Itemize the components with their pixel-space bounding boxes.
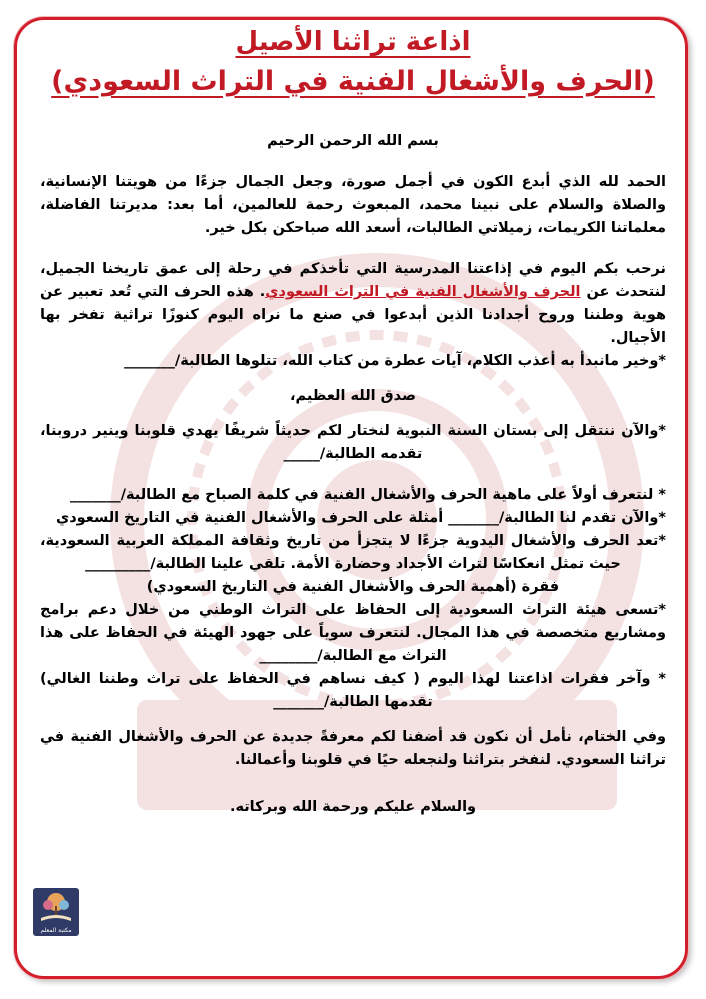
welcome-paragraph (40, 258, 666, 350)
page-title: اذاعة تراثنا الأصيل (235, 27, 471, 57)
quran-intro: *وخير مانبدأ به أعذب الكلام، آيات عطرة من كتاب الله، تتلوها الطالبة/_______ (124, 353, 666, 369)
closing-paragraph: وفي الختام، نأمل أن نكون قد أضفنا لكم معرفةً جديدة عن الحرف والأشغال الفنية في تراثنا السعودي. لنفخر بتراثنا ولنجعله حيًا في قلوبنا وأعمالنا. (40, 729, 666, 768)
basmala: بسم الله الرحمن الرحيم (267, 133, 439, 149)
segment-item-3-title: فقرة (أهمية الحرف والأشغال الفنية في التاريخ السعودي) (146, 579, 560, 595)
page-subtitle: (الحرف والأشغال الفنية في التراث السعودي) (51, 66, 655, 97)
segment-item-4: *تسعى هيئة التراث السعودية إلى الحفاظ على التراث الوطني من خلال دعم برامج ومشاريع متخصصة في هذا المجال. لنتعرف سوياً على جهود الهيئة في الحفاظ على هذا التراث مع الطالبة/________ (40, 602, 666, 664)
segment-item-3: *تعد الحرف والأشغال اليدوية جزءًا لا يتجزأ من تاريخ وثقافة المملكة العربية السعودية، حيث تمثل انعكاسًا لتراث الأجداد وحضارة الأمة. تلقي علينا الطالبة/_________ (40, 533, 666, 572)
logo-label: مكتبة المعلم (40, 927, 72, 934)
farewell-line: والسلام عليكم ورحمة الله وبركاته. (229, 799, 477, 815)
segment-item-5: * وآخر فقرات اذاعتنا لهذا اليوم ( كيف نساهم في الحفاظ على تراث وطننا الغالي) تقدمها الطالبة/_______ (40, 671, 666, 710)
welcome-text-after: . هذه الحرف التي تُعد تعبير عن هوية وطننا وروح أجدادنا الذين أبدعوا في صنع ما نراه اليوم كنوزًا تراثية تفخر بها الأجيال. (40, 284, 666, 346)
hadith-paragraph: *والآن ننتقل إلى بستان السنة النبوية لنختار لكم حديثاً شريفًا يهدي قلوبنا وينير دروبنا، تقدمه الطالبة/_____ (40, 423, 666, 462)
segment-item-2: *والآن تقدم لنا الطالبة/_______ أمثلة على الحرف والأشغال الفنية في التاريخ السعودي (55, 510, 666, 526)
segment-item-1: * لنتعرف أولاً على ماهية الحرف والأشغال الفنية في كلمة الصباح مع الطالبة/_______ (69, 487, 666, 503)
sadaq-line: صدق الله العظيم، (289, 388, 417, 404)
document-body (40, 22, 666, 819)
library-logo (33, 888, 79, 936)
welcome-text-before: نرحب بكم اليوم في إذاعتنا المدرسية التي تأخذكم في رحلة إلى عمق تاريخنا الجميل، لنتحدث عن (40, 261, 667, 300)
intro-paragraph: الحمد لله الذي أبدع الكون في أجمل صورة، وجعل الجمال جزءًا من هويتنا الإنسانية، والصلاة والسلام على نبينا محمد، المبعوث رحمة للعالمين، أما بعد: مديرتنا الفاضلة، معلماتنا الكريمات، زميلاتي الطالبات، أسعد الله صباحكن بكل خير. (40, 174, 666, 236)
book-tree-icon (33, 888, 79, 926)
welcome-topic: الحرف والأشغال الفنية في التراث السعودي (265, 284, 581, 300)
